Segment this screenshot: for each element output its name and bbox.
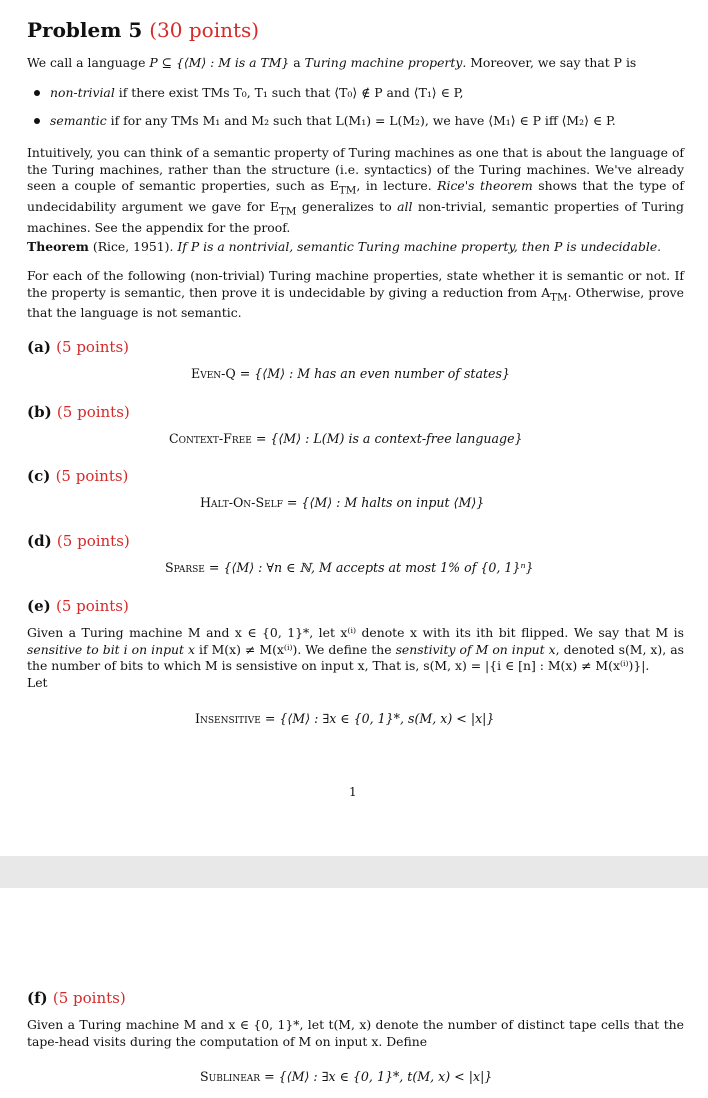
part-c-heading: (c) (5 points) (27, 467, 129, 485)
bullet-non-trivial: non-trivial if there exist TMs T₀, T₁ such that ⟨T₀⟩ ∉ P and ⟨T₁⟩ ∈ P, (50, 85, 463, 100)
part-e-text: Given a Turing machine M and x ∈ {0, 1}*, let x⁽ⁱ⁾ denote x with its ith bit flipped. We say that M is sensitive to bit i on input x if M(x) ≠ M(x⁽ⁱ⁾). We define the senstivity of M on input x, denoted s(M, x), as the number of bits to which M is sensistive on input x, That is, s(M, x) = |{i ∈ [n] : M(x) ≠ M(x⁽ⁱ⁾)}|. Let (27, 625, 684, 690)
intuition-paragraph: Intuitively, you can think of a semantic property of Turing machines as one that is about the language of the Turing machines, rather than the structure (i.e. syntactics) of the Turing machines. We've already seen a couple of semantic properties, such as $E_{TM}$, in lecture. Rice's theorem shows that the type of undecidability argument we gave for $E_{TM}$ generalizes to all non-trivial, semantic properties of Turing machines. See the appendix for the proof. (27, 145, 684, 235)
bullet-semantic: semantic if for any TMs M₁ and M₂ such that L(M₁) = L(M₂), we have ⟨M₁⟩ ∈ P iff ⟨M₂⟩ ∈ P. (50, 113, 616, 128)
part-e-definition: Insensitive = {⟨M⟩ : ∃x ∈ {0, 1}*, s(M, x) < |x|} (195, 711, 495, 726)
part-d-definition: Sparse = {⟨M⟩ : ∀n ∈ ℕ, M accepts at most 1% of {0, 1}ⁿ} (165, 560, 534, 575)
page-gap (0, 856, 708, 888)
part-e-heading: (e) (5 points) (27, 597, 129, 615)
part-a-definition: Even-Q = {⟨M⟩ : M has an even number of states} (191, 366, 510, 381)
bullet-dot (34, 118, 40, 124)
problem-points: (30 points) (149, 18, 260, 42)
part-b-definition: Context-Free = {⟨M⟩ : L(M) is a context-free language} (169, 431, 523, 446)
part-b-heading: (b) (5 points) (27, 403, 130, 421)
part-f-heading: (f) (5 points) (27, 989, 126, 1007)
intro-paragraph: We call a language P ⊆ {⟨M⟩ : M is a TM} a Turing machine property. Moreover, we say that P is (27, 55, 637, 70)
problem-title: Problem 5 (30 points) (27, 18, 260, 42)
part-a-heading: (a) (5 points) (27, 338, 129, 356)
page-2 (0, 888, 708, 1098)
part-c-definition: Halt-On-Self = {⟨M⟩ : M halts on input ⟨M⟩} (200, 495, 485, 510)
bullet-dot (34, 90, 40, 96)
part-f-definition: Sublinear = {⟨M⟩ : ∃x ∈ {0, 1}*, t(M, x) < |x|} (200, 1069, 493, 1084)
page-number: 1 (349, 785, 357, 799)
part-f-text: Given a Turing machine M and x ∈ {0, 1}*, let t(M, x) denote the number of distinct tape cells that the tape-head visits during the computation of M on input x. Define (27, 1017, 684, 1049)
part-d-heading: (d) (5 points) (27, 532, 130, 550)
instructions-paragraph: For each of the following (non-trivial) Turing machine properties, state whether it is semantic or not. If the property is semantic, then prove it is undecidable by giving a reduction from $A_{TM}$. Otherwise, prove that the language is not semantic. (27, 268, 684, 321)
theorem: Theorem (Rice, 1951). If P is a nontrivial, semantic Turing machine property, then P is undecidable. (27, 239, 662, 254)
